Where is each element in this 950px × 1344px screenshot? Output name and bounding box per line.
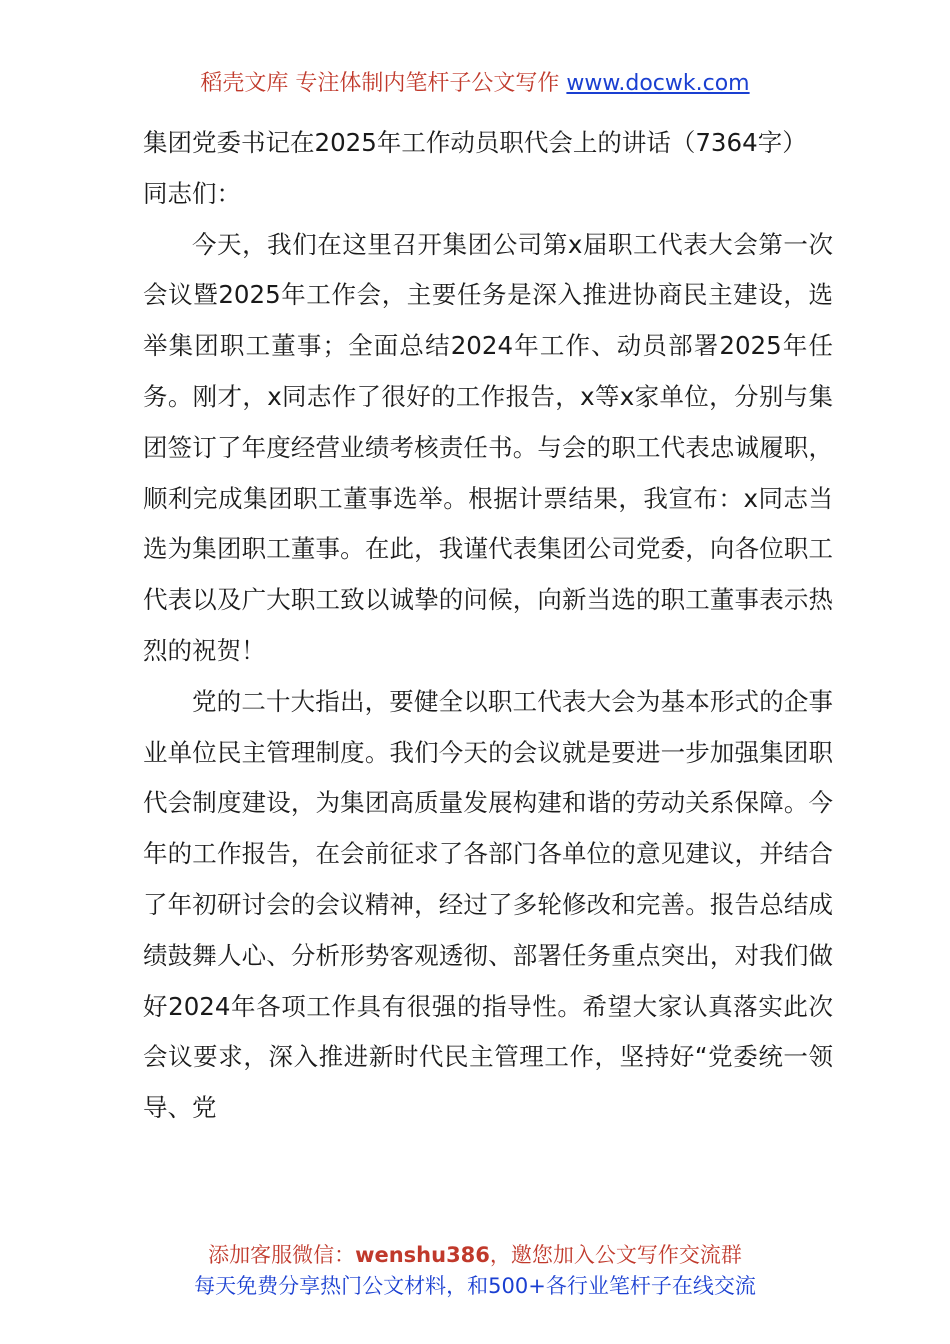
footer-promo-line: 每天免费分享热门公文材料，和500+各行业笔杆子在线交流 [194,1274,756,1298]
wechat-id: wenshu386 [355,1243,490,1267]
page-header [0,68,950,100]
page-footer [0,1240,950,1302]
document-title: 集团党委书记在2025年工作动员职代会上的讲话（7364字） [143,128,807,157]
footer-contact-line [0,1240,950,1271]
brand-slogan: 稻壳文库 专注体制内笔杆子公文写作 [200,71,560,96]
salutation: 同志们： [143,178,241,208]
paragraph: 今天，我们在这里召开集团公司第x届职工代表大会第一次会议暨2025年工作会，主要任务是深入推进协商民主建设，选举集团职工董事；全面总结2024年工作、动员部署2025年任务。刚才，x同志作了很好的工作报告，x等x家单位，分别与集团签订了年度经营业绩考核责任书。与会的职工代表忠诚履职，顺利完成集团职工董事选举。根据计票结果，我宣布：x同志当选为集团职工董事。在此，我谨代表集团公司党委，向各位职工代表以及广大职工致以诚挚的问候，向新当选的职工董事表示热烈的祝贺！ [143,229,833,665]
footer-contact-prefix: 添加客服微信： [208,1243,356,1267]
footer-contact-suffix: ，邀您加入公文写作交流群 [489,1243,742,1267]
document-body [143,118,833,1134]
site-link[interactable]: www.docwk.com [566,71,750,96]
paragraph: 党的二十大指出，要健全以职工代表大会为基本形式的企事业单位民主管理制度。我们今天的会议就是要进一步加强集团职代会制度建设，为集团高质量发展构建和谐的劳动关系保障。今年的工作报告，在会前征求了各部门各单位的意见建议，并结合了年初研讨会的会议精神，经过了多轮修改和完善。报告总结成绩鼓舞人心、分析形势客观透彻、部署任务重点突出，对我们做好2024年各项工作具有很强的指导性。希望大家认真落实此次会议要求，深入推进新时代民主管理工作，坚持好“党委统一领导、党 [143,686,833,1123]
